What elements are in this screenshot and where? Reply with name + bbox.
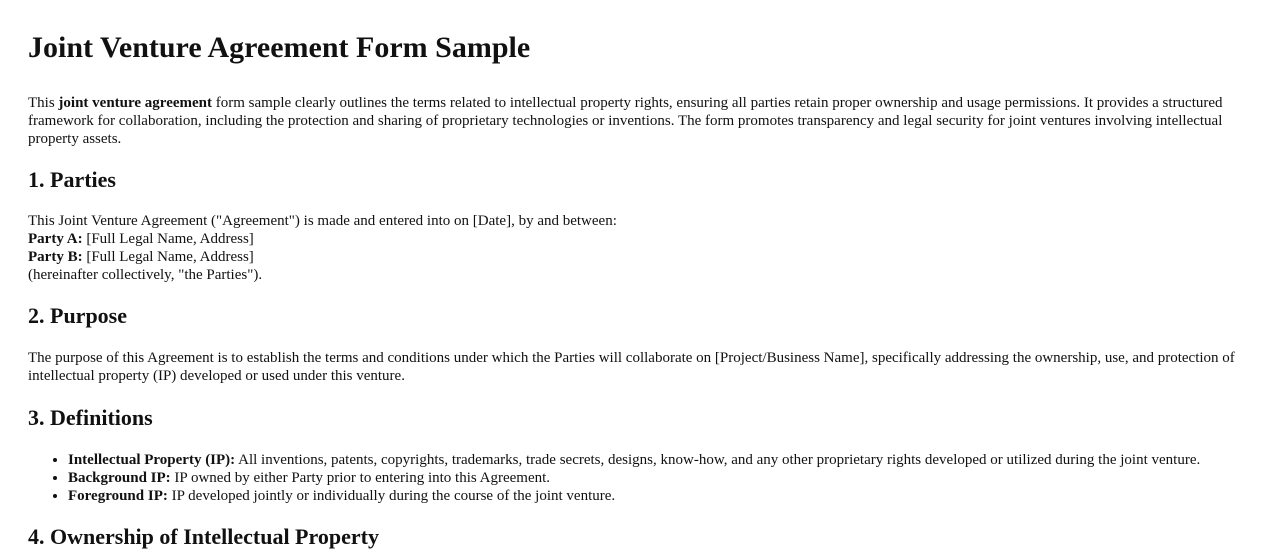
party-a-value: [Full Legal Name, Address]: [82, 231, 254, 247]
list-item-definition-background-ip: [68, 469, 1235, 487]
intro-text-before: This: [28, 95, 59, 111]
list-item-definition-ip: [68, 451, 1235, 469]
parties-closing-line: (hereinafter collectively, "the Parties").: [28, 267, 263, 283]
purpose-paragraph: The purpose of this Agreement is to establish the terms and conditions under which the Parties will collaborate on [Project/Business Name], specifically addressing the ownership, use, and protection of intellectual property (IP) developed or used under this venture.: [28, 350, 1235, 384]
intro-text-after: form sample clearly outlines the terms related to intellectual property rights, ensuring all parties retain proper ownership and usage permissions. It provides a structured framework for collaboration, including the protection and sharing of proprietary technologies or inventions. The form promotes transparency and legal security for joint ventures involving intellectual property assets.: [28, 95, 1223, 147]
list-item-definition-foreground-ip: [68, 487, 1235, 505]
party-b-label: Party B:: [28, 249, 83, 265]
section-heading-definitions: 3. Definitions: [28, 405, 153, 430]
document-page: [0, 28, 1263, 549]
intro-paragraph: [28, 94, 1235, 148]
section-heading-purpose: 2. Purpose: [28, 303, 127, 328]
definition-term: Background IP:: [68, 470, 171, 486]
definition-text: All inventions, patents, copyrights, trademarks, trade secrets, designs, know-how, and any other proprietary rights developed or utilized during the joint venture.: [235, 452, 1201, 468]
parties-intro-line: This Joint Venture Agreement ("Agreement") is made and entered into on [Date], by and between:: [28, 213, 617, 229]
section-heading-parties: 1. Parties: [28, 167, 116, 192]
page-title: Joint Venture Agreement Form Sample: [28, 31, 531, 64]
definition-text: IP owned by either Party prior to entering into this Agreement.: [170, 470, 551, 486]
party-b-value: [Full Legal Name, Address]: [82, 249, 254, 265]
definition-term: Intellectual Property (IP):: [68, 452, 236, 468]
definitions-list: [28, 451, 1235, 505]
section-heading-ownership: 4. Ownership of Intellectual Property: [28, 524, 379, 549]
intro-bold-term: joint venture agreement: [58, 95, 212, 111]
definition-text: IP developed jointly or individually during the course of the joint venture.: [167, 488, 616, 504]
party-a-label: Party A:: [28, 231, 83, 247]
parties-paragraph: [28, 212, 1235, 284]
definition-term: Foreground IP:: [68, 488, 168, 504]
